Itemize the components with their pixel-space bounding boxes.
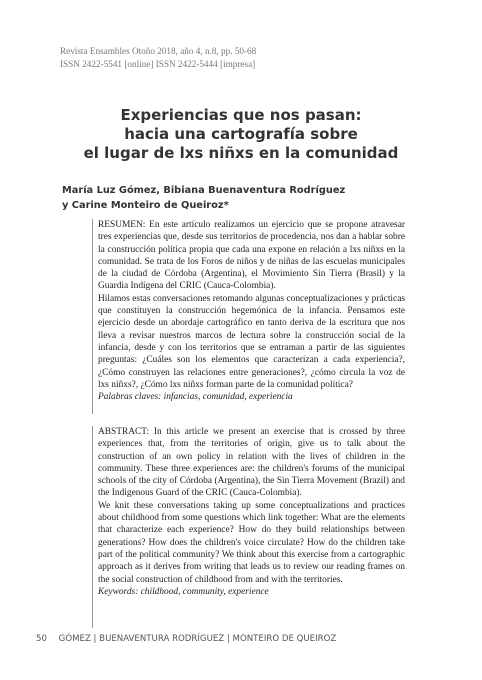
title-line-2: hacia una cartografía sobre xyxy=(124,125,358,143)
resumen-paragraph-2: Hilamos estas conversaciones retomando algunas conceptualizaciones y prácticas que constituyen la construcción hegemónica de la infancia. Pensamos este ejercicio desde un abordaje cartográfico en tanto deriva de la escritura que nos lleva a revisar nuestros marcos de lectura sobre la construcción social de la infancia, desde y con los territorios que se entraman a partir de las siguientes preguntas: ¿Cuáles son los elementos que caracterizan a cada experiencia?, ¿Cómo construyen las relaciones entre generaciones?, ¿cómo circula la voz de lxs niñxs?, ¿Cómo lxs niñxs forman parte de la comunidad política? xyxy=(98,293,405,390)
page-footer xyxy=(36,634,436,644)
running-head: GÓMEZ | BUENAVENTURA RODRÍGUEZ | MONTEIRO DE QUEIROZ xyxy=(58,634,337,644)
journal-header xyxy=(60,45,420,70)
abstract-block xyxy=(92,426,405,628)
title-line-1: Experiencias que nos pasan: xyxy=(120,106,362,124)
page-number: 50 xyxy=(36,634,47,644)
author-list xyxy=(62,183,442,213)
journal-issn: ISSN 2422-5541 [online] ISSN 2422-5444 [impresa] xyxy=(60,58,256,69)
authors-line-1: María Luz Gómez, Bibiana Buenaventura Rodríguez xyxy=(62,185,346,196)
article-title xyxy=(40,106,442,163)
abstract-paragraph-1: ABSTRACT: In this article we present an exercise that is crossed by three experiences that, from the territories of origin, give us to talk about the construction of an own policy in relation with the lives of children in the community. These three experiences are: the children's forums of the municipal schools of the city of Córdoba (Argentina), the Sin Tierra Movement (Brazil) and the Indigenous Guard of the CRIC (Cauca-Colombia). xyxy=(98,427,405,499)
title-line-3: el lugar de lxs niñxs en la comunidad xyxy=(83,144,399,162)
abstract-keywords: Keywords: childhood, community, experience xyxy=(98,586,269,597)
journal-citation: Revista Ensambles Otoño 2018, año 4, n.8, pp. 50-68 xyxy=(60,46,257,56)
resumen-block xyxy=(92,219,405,414)
abstract-paragraph-2: We knit these conversations taking up some conceptualizations and practices about childhood from some questions which link together: What are the elements that characterize each experience? How do they build relationships between generations? How does the children's voice circulate? How do the children take part of the political community? We think about this exercise from a cartographic approach as it derives from writing that leads us to review our reading frames on the social construction of childhood from and with the territories. xyxy=(98,500,405,585)
resumen-paragraph-1: RESUMEN: En este artículo realizamos un ejercicio que se propone atravesar tres experiencias que, desde sus territorios de procedencia, nos dan a hablar sobre la construcción política propia que cada una expone en relación a lxs niñxs en la comunidad. Se trata de los Foros de niños y de niñas de las escuelas municipales de la ciudad de Córdoba (Argentina), el Movimiento Sin Tierra (Brasil) y la Guardia Indígena del CRIC (Cauca-Colombia). xyxy=(98,220,405,292)
authors-line-2: y Carine Monteiro de Queiroz* xyxy=(62,200,229,211)
resumen-keywords: Palabras claves: infancias, comunidad, experiencia xyxy=(98,392,293,403)
